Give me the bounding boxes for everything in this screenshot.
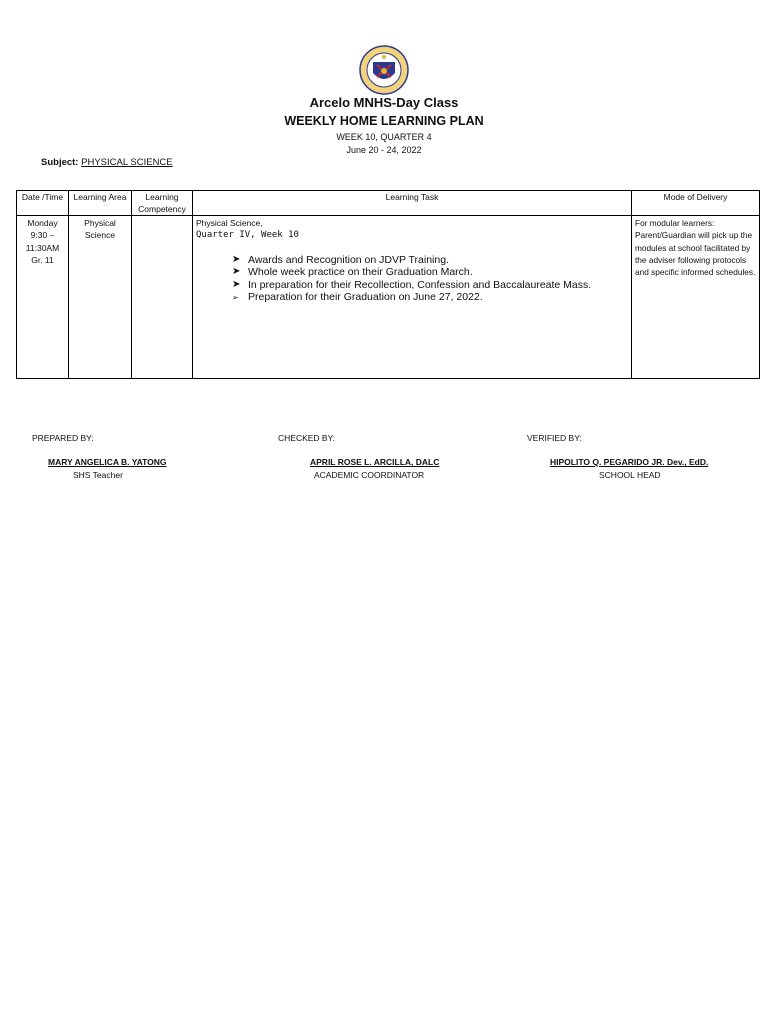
list-item — [232, 279, 628, 292]
checked-by-title: ACADEMIC COORDINATOR — [314, 470, 425, 480]
list-item — [232, 254, 628, 267]
prepared-by-title: SHS Teacher — [73, 470, 123, 480]
prepared-by-name: MARY ANGELICA B. YATONG — [48, 457, 167, 467]
verified-by-name: HIPOLITO Q. PEGARIDO JR. Dev., EdD. — [550, 457, 709, 467]
prepared-by-label: PREPARED BY: — [32, 433, 94, 443]
header-learning-competency: Learning Competency — [132, 191, 193, 216]
header-learning-task: Learning Task — [193, 191, 632, 216]
school-name: Arcelo MNHS-Day Class — [309, 95, 459, 110]
table-row — [17, 216, 760, 379]
date-line: 11:30AM — [25, 242, 60, 253]
task-text: Awards and Recognition on JDVP Training. — [248, 253, 449, 266]
subject-line — [41, 157, 173, 168]
header-learning-area: Learning Area — [69, 191, 132, 216]
date-range: June 20 - 24, 2022 — [346, 145, 422, 155]
header-date-time: Date /Time — [17, 191, 69, 216]
task-text: Whole week practice on their Graduation March. — [248, 266, 473, 279]
arrow-bullet-icon: ➤ — [232, 266, 241, 278]
cell-date-time — [17, 216, 69, 379]
learning-plan-table — [16, 190, 760, 379]
checked-by-name: APRIL ROSE L. ARCILLA, DALC — [310, 457, 440, 467]
list-item — [232, 291, 628, 304]
verified-by-label: VERIFIED BY: — [527, 433, 582, 443]
arrow-bullet-icon: ➢ — [232, 293, 239, 303]
date-line: 9:30 – — [30, 230, 55, 241]
task-title: Physical Science, — [196, 218, 263, 228]
task-text: Preparation for their Graduation on June 27, 2022. — [248, 291, 483, 304]
task-list — [232, 254, 628, 304]
list-item — [232, 266, 628, 279]
cell-learning-competency — [132, 216, 193, 379]
date-line: Gr. 11 — [31, 254, 54, 265]
checked-by-label: CHECKED BY: — [278, 433, 336, 443]
arrow-bullet-icon: ➤ — [232, 278, 241, 290]
cell-learning-area: Physical Science — [69, 216, 132, 379]
week-quarter: WEEK 10, QUARTER 4 — [336, 132, 432, 142]
verified-by-title: SCHOOL HEAD — [599, 470, 661, 480]
subject-value: PHYSICAL SCIENCE — [81, 157, 173, 168]
task-subtitle: Quarter IV, Week 10 — [196, 230, 299, 241]
plan-title: WEEKLY HOME LEARNING PLAN — [284, 114, 484, 128]
arrow-bullet-icon: ➤ — [232, 253, 241, 265]
task-text: In preparation for their Recollection, Confession and Baccalaureate Mass. — [248, 278, 592, 291]
table-header-row — [17, 191, 760, 216]
subject-label: Subject: — [41, 157, 79, 168]
date-line: Monday — [27, 218, 58, 228]
cell-learning-task — [193, 216, 632, 379]
deped-seal-logo — [359, 45, 409, 95]
cell-mode-of-delivery: For modular learners: Parent/Guardian will pick up the modules at school facilitated by the adviser following protocols and specific informed schedules. — [632, 216, 760, 379]
header-mode-of-delivery: Mode of Delivery — [632, 191, 760, 216]
